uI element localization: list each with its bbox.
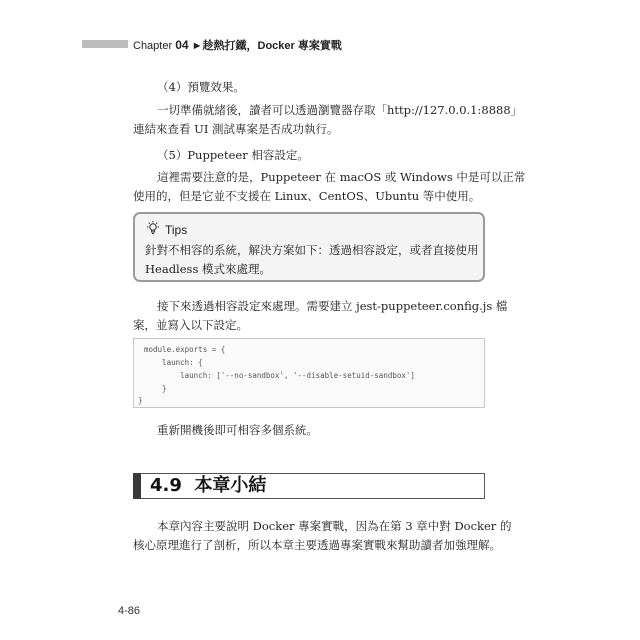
summary-line2: 核心原理進行了剖析，所以本章主要透過專案實戰來幫助讀者加強理解。 xyxy=(133,538,501,552)
tips-header xyxy=(145,220,187,239)
tips-line1: 針對不相容的系統，解決方案如下：透過相容設定，或者直接使用 xyxy=(145,243,479,257)
lightbulb-icon xyxy=(145,220,161,239)
chapter-title: 趁熱打鐵，Docker 專案實戰 xyxy=(202,40,342,52)
step4-paragraph-line1: 一切準備就緒後，讀者可以透過瀏覽器存取「http://127.0.0.1:8888」 xyxy=(157,103,523,117)
step5-paragraph-line1: 這裡需要注意的是，Puppeteer 在 macOS 或 Windows 中是可以正常 xyxy=(157,170,526,184)
code-line: module.exports = { xyxy=(144,345,226,354)
section-heading xyxy=(150,474,266,498)
running-header xyxy=(133,37,342,53)
code-block xyxy=(133,338,485,408)
summary-line1: 本章內容主要說明 Docker 專案實戰，因為在第 3 章中對 Docker 的 xyxy=(157,519,512,533)
step5-heading: （5）Puppeteer 相容設定。 xyxy=(157,148,309,162)
section-title: 本章小結 xyxy=(194,475,267,496)
step5-paragraph-line2: 使用的，但是它並不支援在 Linux、CentOS、Ubuntu 等中使用。 xyxy=(133,189,481,203)
tips-box xyxy=(133,212,485,282)
step4-heading: （4）預覽效果。 xyxy=(157,80,245,94)
step4-paragraph-line2: 連結來查看 UI 測試專案是否成功執行。 xyxy=(133,122,339,136)
after-code-text: 重新開機後即可相容多個系統。 xyxy=(157,423,318,437)
header-arrow: ► xyxy=(191,40,203,52)
code-line: launch: ['--no-sandbox', '--disable-setuid-sandbox'] xyxy=(144,371,415,380)
tips-title: Tips xyxy=(165,222,188,237)
section-heading-bar xyxy=(133,473,141,499)
chapter-number: 04 xyxy=(175,38,189,52)
chapter-label: Chapter xyxy=(133,40,173,52)
code-line: } xyxy=(144,384,167,393)
code-line: launch: { xyxy=(144,358,203,367)
after-tips-line2: 案，並寫入以下設定。 xyxy=(133,318,248,332)
section-number: 4.9 xyxy=(150,475,182,496)
tips-line2: Headless 模式來處理。 xyxy=(145,262,271,276)
after-tips-line1: 接下來透過相容設定來處理。需要建立 jest-puppeteer.config.js 檔 xyxy=(157,299,508,313)
code-line: } xyxy=(138,396,143,405)
page-number: 4-86 xyxy=(118,605,141,617)
header-decoration-bar xyxy=(82,40,128,48)
